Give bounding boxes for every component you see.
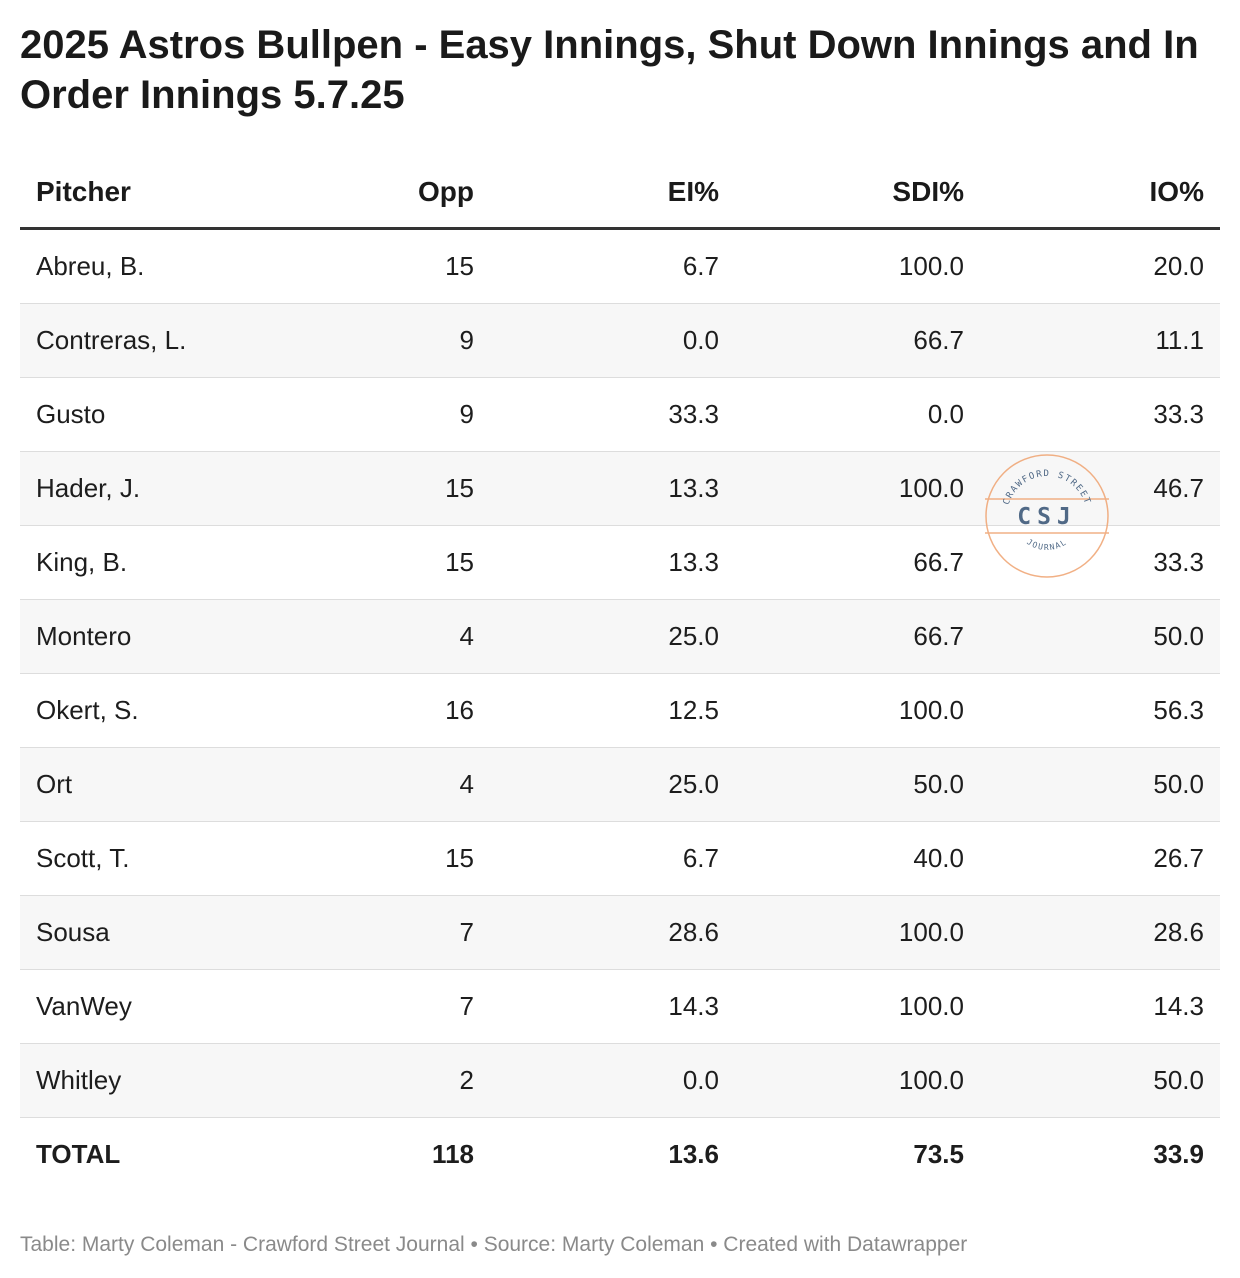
cell-ei: 28.6 <box>490 896 735 970</box>
watermark-center-text: CSJ <box>1017 504 1077 530</box>
cell-opp: 7 <box>220 896 490 970</box>
cell-pitcher: Ort <box>20 748 220 822</box>
table-total-row <box>20 1118 1220 1192</box>
column-header-ei[interactable]: EI% <box>490 156 735 229</box>
table-row <box>20 378 1220 452</box>
cell-ei: 25.0 <box>490 600 735 674</box>
cell-io: 33.3 <box>980 526 1220 600</box>
cell-pitcher: VanWey <box>20 970 220 1044</box>
cell-io: 50.0 <box>980 748 1220 822</box>
page-title: 2025 Astros Bullpen - Easy Innings, Shut Down Innings and In Order Innings 5.7.25 <box>20 23 1199 117</box>
footer-credits: Table: Marty Coleman - Crawford Street Journal • Source: Marty Coleman • Created with Datawrapper <box>20 1233 968 1256</box>
cell-ei: 13.3 <box>490 452 735 526</box>
cell-pitcher: Scott, T. <box>20 822 220 896</box>
cell-opp: 15 <box>220 229 490 304</box>
cell-io: 56.3 <box>980 674 1220 748</box>
bullpen-table <box>20 156 1220 1191</box>
cell-opp: 15 <box>220 822 490 896</box>
column-header-sdi[interactable]: SDI% <box>735 156 980 229</box>
cell-ei: 0.0 <box>490 304 735 378</box>
cell-opp: 4 <box>220 748 490 822</box>
cell-io: 26.7 <box>980 822 1220 896</box>
cell-opp: 4 <box>220 600 490 674</box>
cell-sdi: 66.7 <box>735 304 980 378</box>
watermark-top-text: CRAWFORD STREET <box>1001 469 1093 507</box>
cell-sdi: 100.0 <box>735 896 980 970</box>
cell-pitcher: Sousa <box>20 896 220 970</box>
table-row <box>20 452 1220 526</box>
cell-io: 11.1 <box>980 304 1220 378</box>
table-row <box>20 970 1220 1044</box>
cell-sdi: 100.0 <box>735 674 980 748</box>
cell-sdi: 66.7 <box>735 526 980 600</box>
table-row <box>20 304 1220 378</box>
cell-opp: 9 <box>220 378 490 452</box>
cell-sdi: 66.7 <box>735 600 980 674</box>
cell-ei: 0.0 <box>490 1044 735 1118</box>
cell-sdi: 100.0 <box>735 452 980 526</box>
cell-sdi: 50.0 <box>735 748 980 822</box>
cell-ei: 33.3 <box>490 378 735 452</box>
cell-ei: 6.7 <box>490 822 735 896</box>
cell-pitcher: TOTAL <box>20 1118 220 1192</box>
cell-io: 50.0 <box>980 1044 1220 1118</box>
table-row <box>20 229 1220 304</box>
watermark-bottom-text: JOURNAL <box>1025 537 1069 552</box>
cell-io: 20.0 <box>980 229 1220 304</box>
cell-ei: 14.3 <box>490 970 735 1044</box>
cell-io: 28.6 <box>980 896 1220 970</box>
cell-io: 46.7 <box>980 452 1220 526</box>
cell-pitcher: Hader, J. <box>20 452 220 526</box>
cell-sdi: 73.5 <box>735 1118 980 1192</box>
cell-opp: 16 <box>220 674 490 748</box>
table-row <box>20 600 1220 674</box>
cell-io: 33.3 <box>980 378 1220 452</box>
cell-io: 33.9 <box>980 1118 1220 1192</box>
cell-sdi: 40.0 <box>735 822 980 896</box>
cell-ei: 12.5 <box>490 674 735 748</box>
table-row <box>20 526 1220 600</box>
cell-sdi: 100.0 <box>735 970 980 1044</box>
cell-opp: 118 <box>220 1118 490 1192</box>
cell-opp: 7 <box>220 970 490 1044</box>
cell-io: 50.0 <box>980 600 1220 674</box>
cell-pitcher: Gusto <box>20 378 220 452</box>
table-header-row <box>20 156 1220 229</box>
column-header-pitcher[interactable]: Pitcher <box>20 156 220 229</box>
cell-pitcher: Whitley <box>20 1044 220 1118</box>
table-row <box>20 674 1220 748</box>
column-header-io[interactable]: IO% <box>980 156 1220 229</box>
cell-pitcher: Montero <box>20 600 220 674</box>
cell-ei: 13.6 <box>490 1118 735 1192</box>
cell-ei: 6.7 <box>490 229 735 304</box>
cell-ei: 25.0 <box>490 748 735 822</box>
column-header-opp[interactable]: Opp <box>220 156 490 229</box>
cell-opp: 2 <box>220 1044 490 1118</box>
cell-opp: 15 <box>220 452 490 526</box>
cell-ei: 13.3 <box>490 526 735 600</box>
table-row <box>20 822 1220 896</box>
table-row <box>20 896 1220 970</box>
cell-pitcher: Abreu, B. <box>20 229 220 304</box>
cell-pitcher: Contreras, L. <box>20 304 220 378</box>
cell-io: 14.3 <box>980 970 1220 1044</box>
cell-pitcher: Okert, S. <box>20 674 220 748</box>
cell-sdi: 100.0 <box>735 1044 980 1118</box>
table-body <box>20 229 1220 1192</box>
cell-opp: 15 <box>220 526 490 600</box>
cell-sdi: 100.0 <box>735 229 980 304</box>
cell-sdi: 0.0 <box>735 378 980 452</box>
cell-opp: 9 <box>220 304 490 378</box>
table-row <box>20 748 1220 822</box>
cell-pitcher: King, B. <box>20 526 220 600</box>
table-row <box>20 1044 1220 1118</box>
